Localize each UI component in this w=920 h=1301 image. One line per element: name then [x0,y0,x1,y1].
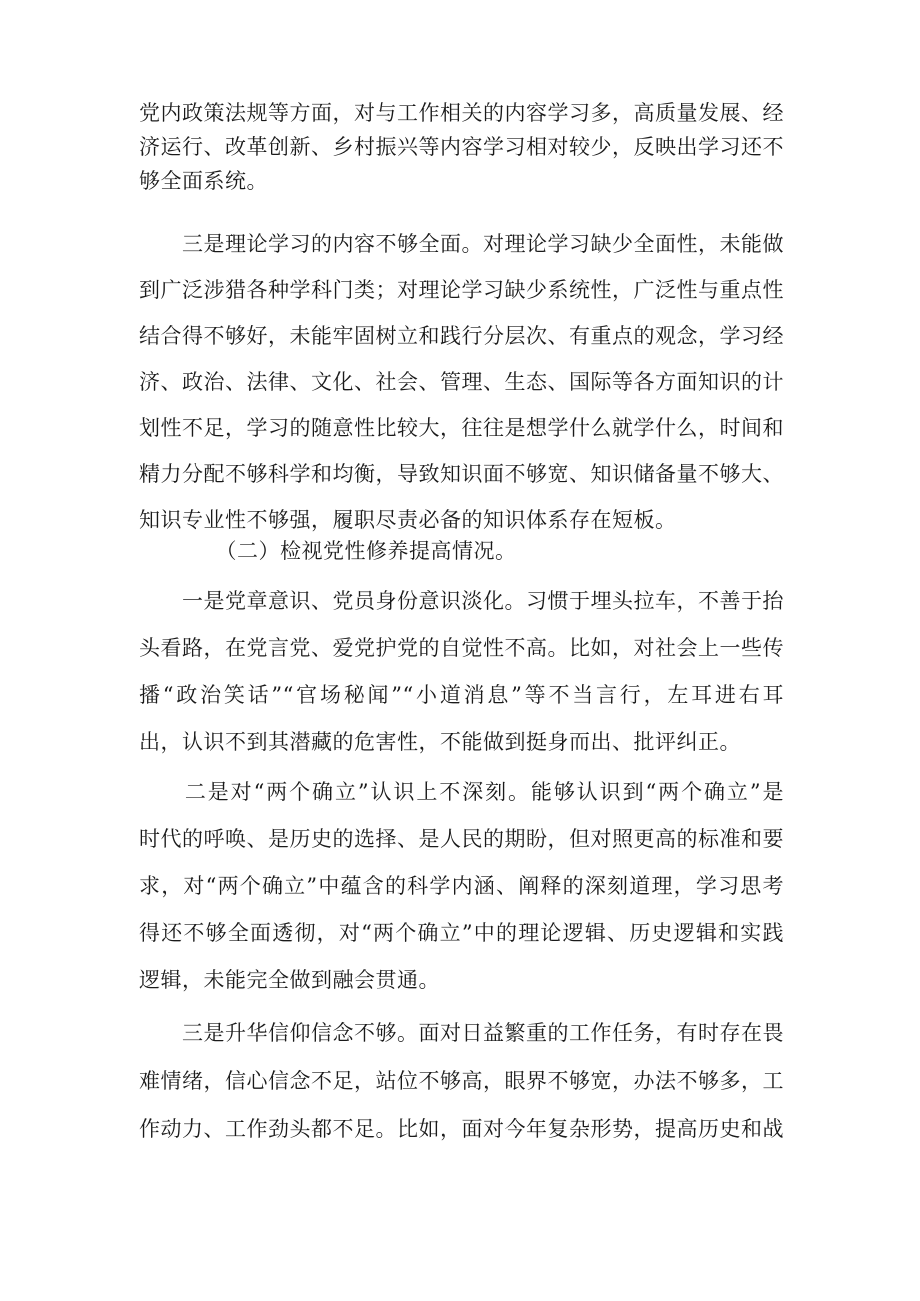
heading-text: （二）检视党性修养提高情况。 [183,539,517,563]
text-line: 播“政治笑话”“官场秘闻”“小道消息”等不当言行，左耳进右耳 [139,683,784,707]
text-line: 作动力、工作劲头都不足。比如，面对今年复杂形势，提高历史和战 [139,1117,784,1141]
text-line: 三是理论学习的内容不够全面。对理论学习缺少全面性，未能做 [139,232,784,256]
text-line: 济运行、改革创新、乡村振兴等内容学习相对较少，反映出学习还不 [139,135,784,159]
text-line: 够全面系统。 [139,169,268,193]
text-line: 逻辑，未能完全做到融会贯通。 [139,968,440,992]
text-line: 结合得不够好，未能牢固树立和践行分层次、有重点的观念，学习经 [139,324,784,348]
paragraph-party-charter [139,584,784,759]
text-line: 三是升华信仰信念不够。面对日益繁重的工作任务，有时存在畏 [139,1021,784,1045]
text-line: 时代的呼唤、是历史的选择、是人民的期盼，但对照更高的标准和要 [139,827,784,851]
text-line: 出，认识不到其潜藏的危害性，不能做到挺身而出、批评纠正。 [139,730,741,754]
paragraph-continuation [139,96,784,198]
text-line: 到广泛涉猎各种学科门类；对理论学习缺少系统性，广泛性与重点性 [139,278,784,302]
text-line: 精力分配不够科学和均衡，导致知识面不够宽、知识储备量不够大、 [139,462,784,486]
text-line: 难情绪，信心信念不足，站位不够高，眼界不够宽，办法不够多，工 [139,1069,784,1093]
text-line: 知识专业性不够强，履职尽责必备的知识体系存在短板。 [139,508,677,532]
text-line: 求，对“两个确立”中蕴含的科学内涵、阐释的深刻道理，学习思考 [139,874,784,898]
text-line: 二是对“两个确立”认识上不深刻。能够认识到“两个确立”是 [139,780,784,804]
text-line: 划性不足，学习的随意性比较大，往往是想学什么就学什么，时间和 [139,416,784,440]
paragraph-theory-content [139,227,784,537]
text-line: 党内政策法规等方面，对与工作相关的内容学习多，高质量发展、经 [139,101,784,125]
text-line: 济、政治、法律、文化、社会、管理、生态、国际等各方面知识的计 [139,370,784,394]
text-line: 得还不够全面透彻，对“两个确立”中的理论逻辑、历史逻辑和实践 [139,921,784,945]
text-line: 头看路，在党言党、爱党护党的自觉性不高。比如，对社会上一些传 [139,636,784,660]
text-line: 一是党章意识、党员身份意识淡化。习惯于埋头拉车，不善于抬 [139,589,784,613]
section-heading [183,534,828,568]
paragraph-faith [139,1016,784,1146]
paragraph-two-establishments [139,775,784,997]
